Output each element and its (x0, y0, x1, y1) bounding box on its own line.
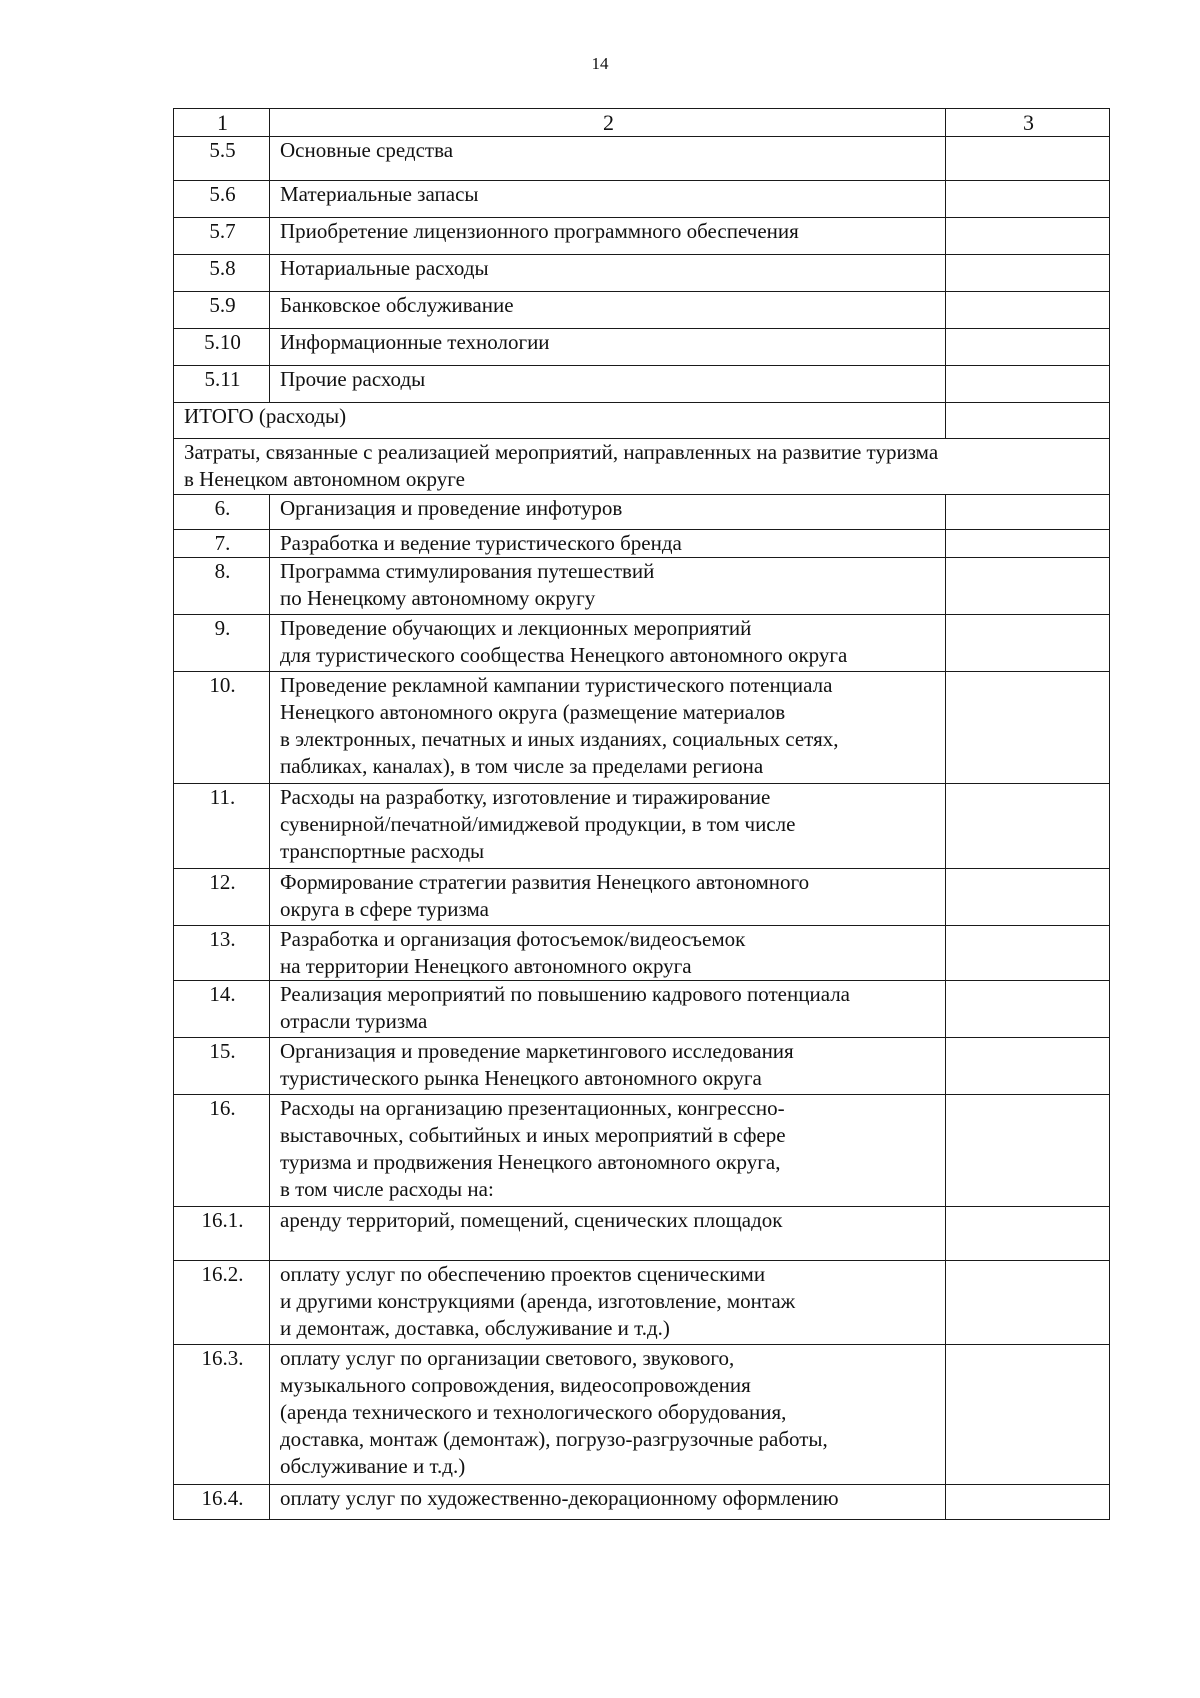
row-description-line: округа в сфере туризма (280, 897, 489, 921)
table-row (174, 1485, 1110, 1520)
row-description-line: туристического рынка Ненецкого автономного округа (280, 1066, 762, 1090)
total-amount-cell (946, 403, 1110, 439)
expenses-table (173, 108, 1110, 1520)
row-number-cell: 14. (174, 981, 270, 1038)
row-description-cell (270, 1095, 946, 1207)
row-description-cell (270, 926, 946, 981)
row-number-cell: 13. (174, 926, 270, 981)
row-description-line: музыкального сопровождения, видеосопровождения (280, 1373, 751, 1397)
table-row (174, 784, 1110, 869)
row-amount-cell (946, 615, 1110, 672)
row-number-cell: 5.11 (174, 366, 270, 403)
row-description-cell (270, 1207, 946, 1261)
row-description-cell (270, 495, 946, 530)
table-row (174, 329, 1110, 366)
row-description-line: туризма и продвижения Ненецкого автономного округа, (280, 1150, 781, 1174)
row-description-line: Прочие расходы (280, 367, 426, 391)
table-row (174, 1261, 1110, 1345)
table-row (174, 615, 1110, 672)
row-description-line: транспортные расходы (280, 839, 485, 863)
row-description-line: доставка, монтаж (демонтаж), погрузо-разгрузочные работы, (280, 1427, 828, 1451)
row-description-cell (270, 869, 946, 926)
table-row (174, 292, 1110, 329)
header-col-2: 2 (270, 109, 946, 137)
row-description-line: Информационные технологии (280, 330, 550, 354)
row-description-line: оплату услуг по организации светового, звукового, (280, 1346, 735, 1370)
row-description-line: Разработка и организация фотосъемок/видеосъемок (280, 927, 746, 951)
table-row (174, 218, 1110, 255)
row-description-line: Материальные запасы (280, 182, 479, 206)
row-description-line: в том числе расходы на: (280, 1177, 494, 1201)
row-description-line: аренду территорий, помещений, сценических площадок (280, 1208, 783, 1232)
row-description-line: сувенирной/печатной/имиджевой продукции, в том числе (280, 812, 796, 836)
table-row (174, 981, 1110, 1038)
row-description-cell (270, 672, 946, 784)
row-amount-cell (946, 329, 1110, 366)
row-amount-cell (946, 1095, 1110, 1207)
row-description-line: выставочных, событийных и иных мероприятий в сфере (280, 1123, 786, 1147)
row-description-cell (270, 784, 946, 869)
row-number-cell: 16.2. (174, 1261, 270, 1345)
row-number-cell: 9. (174, 615, 270, 672)
row-description-line: по Ненецкому автономному округу (280, 586, 596, 610)
table-row (174, 255, 1110, 292)
row-description-line: Программа стимулирования путешествий (280, 559, 655, 583)
row-amount-cell (946, 218, 1110, 255)
row-amount-cell (946, 1038, 1110, 1095)
section-title-line: в Ненецком автономном округе (184, 467, 465, 491)
row-amount-cell (946, 1485, 1110, 1520)
row-description-cell (270, 1038, 946, 1095)
row-number-cell: 16.3. (174, 1345, 270, 1485)
table-row (174, 137, 1110, 181)
row-number-cell: 6. (174, 495, 270, 530)
row-description-line: Банковское обслуживание (280, 293, 514, 317)
row-description-line: Нотариальные расходы (280, 256, 489, 280)
row-number-cell: 5.5 (174, 137, 270, 181)
row-number-cell: 10. (174, 672, 270, 784)
row-number-cell: 5.6 (174, 181, 270, 218)
row-description-line: Формирование стратегии развития Ненецкого автономного (280, 870, 810, 894)
expenses-table-body (174, 109, 1110, 1520)
table-row (174, 672, 1110, 784)
section-header-row (174, 439, 1110, 495)
row-description-line: для туристического сообщества Ненецкого автономного округа (280, 643, 848, 667)
table-row (174, 1345, 1110, 1485)
row-description-cell (270, 292, 946, 329)
page-number: 14 (591, 54, 609, 73)
row-number-cell: 11. (174, 784, 270, 869)
row-amount-cell (946, 181, 1110, 218)
row-amount-cell (946, 672, 1110, 784)
row-amount-cell (946, 1207, 1110, 1261)
row-amount-cell (946, 495, 1110, 530)
row-amount-cell (946, 981, 1110, 1038)
table-row (174, 1095, 1110, 1207)
table-row (174, 181, 1110, 218)
row-number-cell: 16.4. (174, 1485, 270, 1520)
row-description-cell (270, 137, 946, 181)
table-row (174, 869, 1110, 926)
total-label-cell: ИТОГО (расходы) (174, 403, 946, 439)
row-number-cell: 16.1. (174, 1207, 270, 1261)
row-description-line: Организация и проведение инфотуров (280, 496, 623, 520)
row-description-line: в электронных, печатных и иных изданиях, социальных сетях, (280, 727, 839, 751)
row-description-line: Разработка и ведение туристического бренда (280, 531, 682, 555)
row-description-cell (270, 218, 946, 255)
row-amount-cell (946, 784, 1110, 869)
row-number-cell: 16. (174, 1095, 270, 1207)
row-number-cell: 12. (174, 869, 270, 926)
row-number-cell: 7. (174, 530, 270, 558)
row-number-cell: 5.7 (174, 218, 270, 255)
row-description-line: пабликах, каналах), в том числе за пределами региона (280, 754, 764, 778)
table-row (174, 558, 1110, 615)
row-amount-cell (946, 1261, 1110, 1345)
row-description-line: Реализация мероприятий по повышению кадрового потенциала (280, 982, 850, 1006)
row-amount-cell (946, 366, 1110, 403)
row-number-cell: 8. (174, 558, 270, 615)
table-row (174, 1038, 1110, 1095)
row-description-line: Приобретение лицензионного программного обеспечения (280, 219, 799, 243)
row-description-line: (аренда технического и технологического оборудования, (280, 1400, 787, 1424)
row-description-line: Основные средства (280, 138, 454, 162)
row-number-cell: 5.10 (174, 329, 270, 366)
row-amount-cell (946, 1345, 1110, 1485)
row-description-line: и другими конструкциями (аренда, изготовление, монтаж (280, 1289, 796, 1313)
row-description-line: Проведение обучающих и лекционных мероприятий (280, 616, 752, 640)
row-description-line: обслуживание и т.д.) (280, 1454, 466, 1478)
row-description-cell (270, 615, 946, 672)
row-amount-cell (946, 292, 1110, 329)
row-description-line: Ненецкого автономного округа (размещение материалов (280, 700, 786, 724)
row-number-cell: 5.8 (174, 255, 270, 292)
row-description-cell (270, 1485, 946, 1520)
row-description-line: и демонтаж, доставка, обслуживание и т.д.) (280, 1316, 670, 1340)
row-number-cell: 15. (174, 1038, 270, 1095)
table-row (174, 926, 1110, 981)
row-description-line: Расходы на разработку, изготовление и тиражирование (280, 785, 771, 809)
row-number-cell: 5.9 (174, 292, 270, 329)
row-description-cell (270, 366, 946, 403)
row-description-cell (270, 181, 946, 218)
table-row (174, 366, 1110, 403)
row-description-cell (270, 981, 946, 1038)
row-description-line: Проведение рекламной кампании туристического потенциала (280, 673, 833, 697)
row-description-line: оплату услуг по художественно-декорационному оформлению (280, 1486, 839, 1510)
table-row (174, 1207, 1110, 1261)
row-amount-cell (946, 558, 1110, 615)
row-amount-cell (946, 926, 1110, 981)
row-amount-cell (946, 530, 1110, 558)
row-description-line: оплату услуг по обеспечению проектов сценическими (280, 1262, 766, 1286)
section-title-cell (174, 439, 1110, 495)
row-amount-cell (946, 137, 1110, 181)
row-description-line: на территории Ненецкого автономного округа (280, 954, 692, 978)
row-description-cell (270, 329, 946, 366)
row-description-line: Организация и проведение маркетингового исследования (280, 1039, 794, 1063)
total-row (174, 403, 1110, 439)
section-title-line: Затраты, связанные с реализацией мероприятий, направленных на развитие туризма (184, 440, 939, 464)
header-col-3: 3 (946, 109, 1110, 137)
row-description-cell (270, 530, 946, 558)
row-description-cell (270, 1261, 946, 1345)
row-description-cell (270, 558, 946, 615)
row-amount-cell (946, 869, 1110, 926)
row-description-cell (270, 255, 946, 292)
table-header-row (174, 109, 1110, 137)
header-col-1: 1 (174, 109, 270, 137)
table-row (174, 530, 1110, 558)
table-row (174, 495, 1110, 530)
row-description-cell (270, 1345, 946, 1485)
row-amount-cell (946, 255, 1110, 292)
row-description-line: отрасли туризма (280, 1009, 428, 1033)
row-description-line: Расходы на организацию презентационных, конгрессно- (280, 1096, 785, 1120)
